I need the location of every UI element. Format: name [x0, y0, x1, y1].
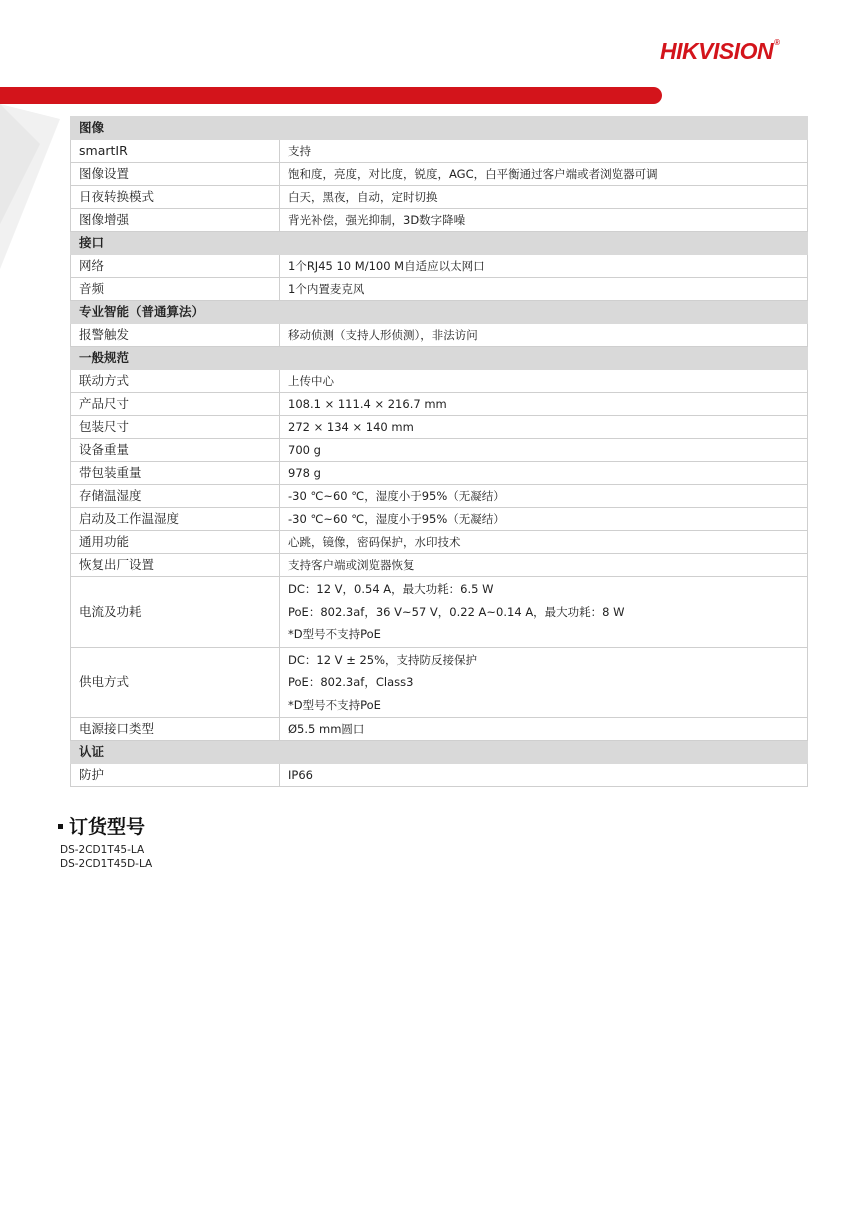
spec-value: 108.1 × 111.4 × 216.7 mm [280, 393, 808, 416]
table-row [71, 163, 808, 186]
section-header [71, 741, 808, 764]
decorative-shape-icon [0, 104, 70, 274]
model-list [60, 843, 152, 871]
table-row [71, 416, 808, 439]
spec-label: 供电方式 [71, 647, 280, 718]
spec-label: 电源接口类型 [71, 718, 280, 741]
spec-label: 音频 [71, 278, 280, 301]
table-row [71, 764, 808, 787]
spec-value: 白天，黑夜，自动，定时切换 [280, 186, 808, 209]
table-row [71, 140, 808, 163]
table-row [71, 439, 808, 462]
section-header [71, 117, 808, 140]
spec-label: 防护 [71, 764, 280, 787]
spec-label: 网络 [71, 255, 280, 278]
table-row [71, 485, 808, 508]
spec-label: 产品尺寸 [71, 393, 280, 416]
spec-value: -30 ℃~60 ℃，湿度小于95%（无凝结） [280, 485, 808, 508]
spec-label: 启动及工作温湿度 [71, 508, 280, 531]
spec-label: 恢复出厂设置 [71, 554, 280, 577]
section-title: 图像 [71, 117, 808, 140]
spec-label: 存储温湿度 [71, 485, 280, 508]
spec-value: 1个RJ45 10 M/100 M自适应以太网口 [280, 255, 808, 278]
section-title: 一般规范 [71, 347, 808, 370]
spec-label: 联动方式 [71, 370, 280, 393]
model-item: DS-2CD1T45D-LA [60, 858, 153, 870]
spec-value: 1个内置麦克风 [280, 278, 808, 301]
table-row [71, 531, 808, 554]
spec-value-line: DC：12 V ± 25%，支持防反接保护 [288, 652, 478, 667]
spec-label: 图像增强 [71, 209, 280, 232]
spec-label: 包装尺寸 [71, 416, 280, 439]
spec-label: 日夜转换模式 [71, 186, 280, 209]
table-row [71, 209, 808, 232]
spec-label: smartIR [71, 140, 280, 163]
spec-value: 上传中心 [280, 370, 808, 393]
table-row [71, 508, 808, 531]
table-row [71, 255, 808, 278]
table-row [71, 647, 808, 718]
table-row [71, 554, 808, 577]
spec-value: 背光补偿，强光抑制，3D数字降噪 [280, 209, 808, 232]
spec-table [70, 116, 808, 787]
section-title: 认证 [71, 741, 808, 764]
section-title: 接口 [71, 232, 808, 255]
table-row [71, 577, 808, 648]
spec-value-line: PoE：802.3af，36 V~57 V，0.22 A~0.14 A，最大功耗：8 W [288, 604, 625, 619]
spec-value: 支持客户端或浏览器恢复 [280, 554, 808, 577]
spec-value-line: *D型号不支持PoE [288, 697, 381, 712]
table-row [71, 278, 808, 301]
spec-label: 带包装重量 [71, 462, 280, 485]
model-item: DS-2CD1T45-LA [60, 844, 145, 856]
spec-value: 饱和度，亮度，对比度，锐度，AGC，白平衡通过客户端或者浏览器可调 [280, 163, 808, 186]
section-title: 专业智能（普通算法） [71, 301, 808, 324]
spec-value: Ø5.5 mm圆口 [280, 718, 808, 741]
spec-label: 报警触发 [71, 324, 280, 347]
table-row [71, 324, 808, 347]
spec-value: 移动侦测（支持人形侦测），非法访问 [280, 324, 808, 347]
table-row [71, 186, 808, 209]
bullet-icon [58, 824, 63, 829]
spec-value: 978 g [280, 462, 808, 485]
hikvision-logo: HIKVISION® [660, 38, 780, 64]
table-row [71, 370, 808, 393]
header-red-bar [0, 87, 662, 104]
spec-label: 图像设置 [71, 163, 280, 186]
spec-value: 支持 [280, 140, 808, 163]
section-header [71, 347, 808, 370]
section-header [71, 232, 808, 255]
spec-value: -30 ℃~60 ℃，湿度小于95%（无凝结） [280, 508, 808, 531]
table-row [71, 718, 808, 741]
spec-value-line: PoE：802.3af，Class3 [288, 675, 414, 689]
spec-value-line: *D型号不支持PoE [288, 627, 381, 641]
spec-value: 700 g [280, 439, 808, 462]
ordering-section-title: 订货型号 [58, 812, 145, 839]
section-header [71, 301, 808, 324]
spec-value [280, 647, 808, 718]
spec-value [280, 577, 808, 648]
spec-label: 电流及功耗 [71, 577, 280, 648]
spec-value: 心跳，镜像，密码保护，水印技术 [280, 531, 808, 554]
table-row [71, 462, 808, 485]
spec-label: 通用功能 [71, 531, 280, 554]
spec-value-line: DC：12 V，0.54 A，最大功耗：6.5 W [288, 582, 494, 596]
spec-label: 设备重量 [71, 439, 280, 462]
spec-value: 272 × 134 × 140 mm [280, 416, 808, 439]
spec-value: IP66 [280, 764, 808, 787]
table-row [71, 393, 808, 416]
